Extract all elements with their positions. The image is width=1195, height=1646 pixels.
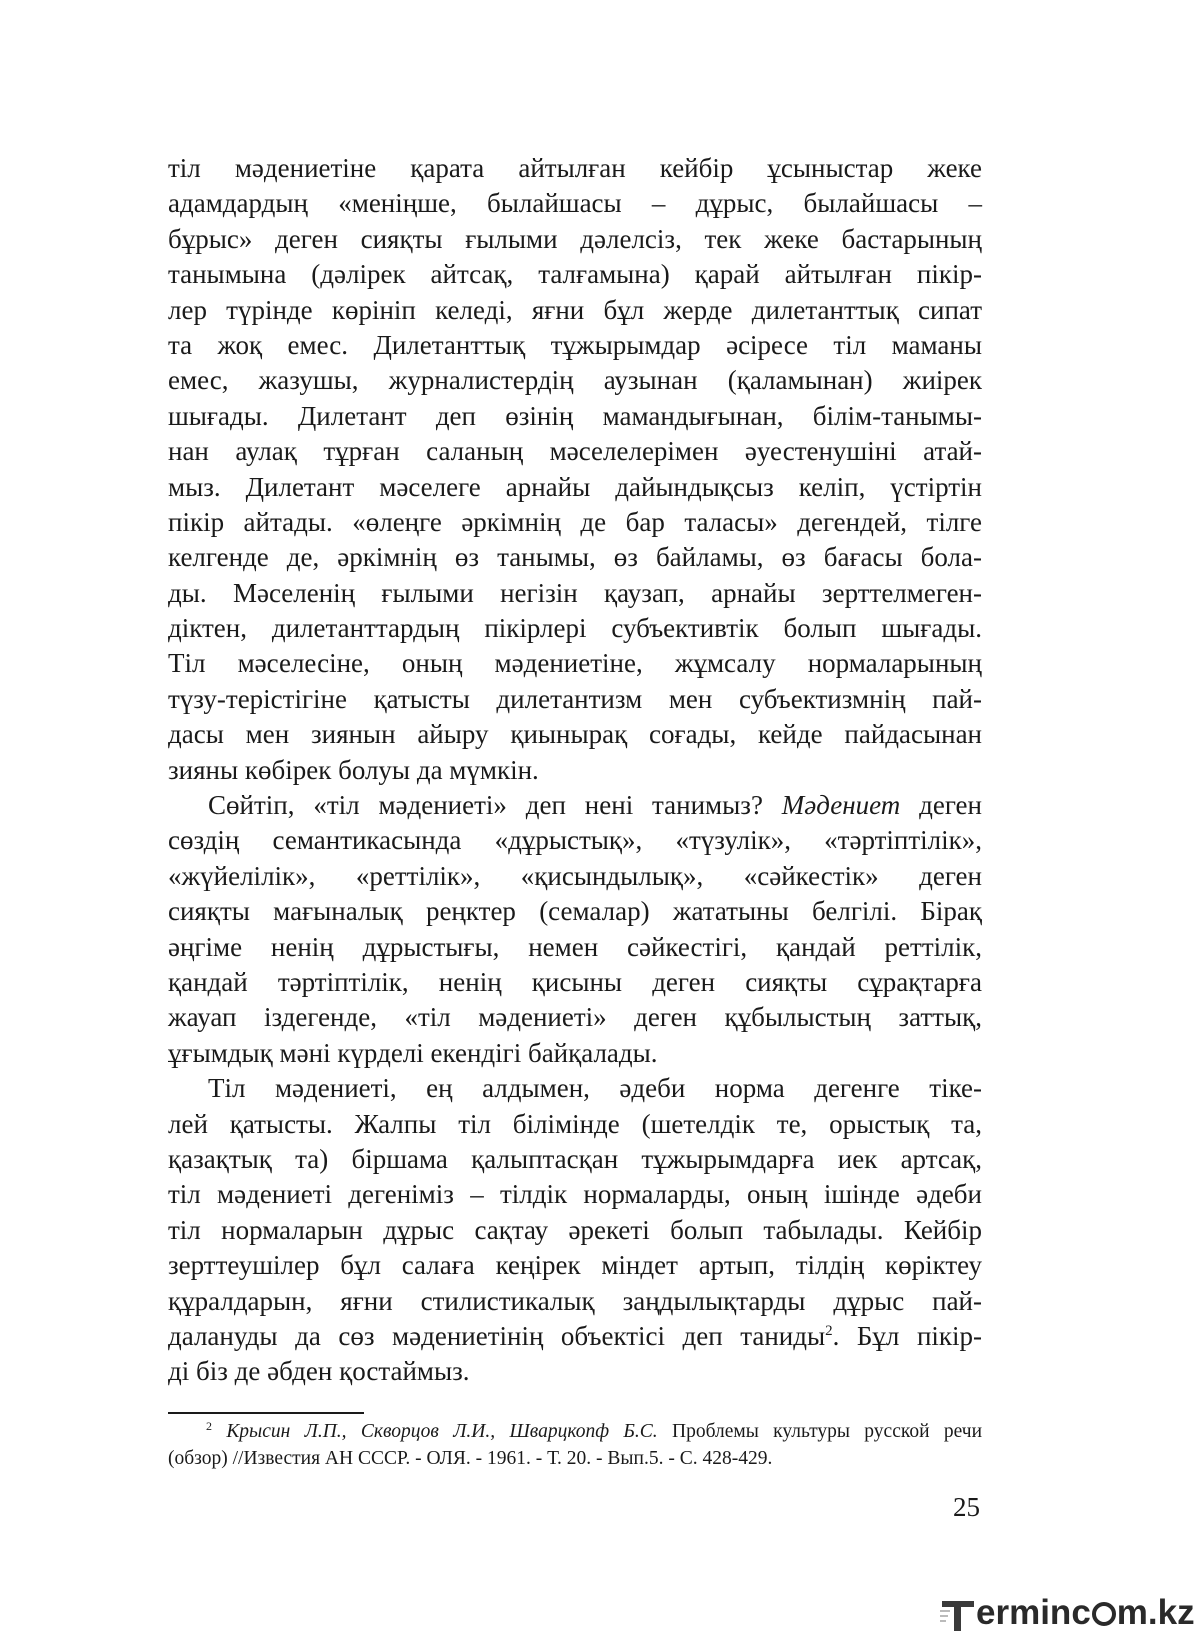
footnote-title: Проблемы культуры русской речи xyxy=(657,1421,983,1442)
text-line xyxy=(168,788,982,823)
termincom-logo xyxy=(940,1590,1195,1635)
text-line: бұрыс» деген сияқты ғылыми дәлелсіз, тек жеке бастарының xyxy=(168,223,982,254)
text-line: дасы мен зиянын айыру қиынырақ соғады, кейде пайдасынан xyxy=(168,719,982,750)
text-line: құралдарын, яғни стилистикалық заңдылықтарды дұрыс пай- xyxy=(168,1285,982,1316)
text-line: мыз. Дилетант мәселеге арнайы дайындықсыз келіп, үстіртін xyxy=(168,471,982,502)
text-line: пікір айтады. «өлеңге әркімнің де бар таласы» дегендей, тілге xyxy=(168,506,982,537)
text-run: деген xyxy=(900,790,982,821)
text-line: ды. Мәселенің ғылыми негізін қаузап, арнайы зерттелмеген- xyxy=(168,577,982,608)
italic-term: Мәдениет xyxy=(781,790,901,821)
text-line: лей қатысты. Жалпы тіл білімінде (шетелдік те, орыстық та, xyxy=(168,1108,982,1139)
text-line: Тіл мәселесіне, оның мәдениетіне, жұмсалу нормаларының xyxy=(168,648,982,679)
text-line: тіл мәдениетіне қарата айтылған кейбір ұсыныстар жеке xyxy=(168,153,982,183)
text-line: жауап іздегенде, «тіл мәдениеті» деген құбылыстың заттық, xyxy=(168,1002,982,1033)
text-line: әңгіме ненің дұрыстығы, немен сәйкестігі, қандай реттілік, xyxy=(168,931,982,962)
text-line: нан аулақ тұрған саланың мәселелерімен әуестенушіні атай- xyxy=(168,436,982,467)
text-line: қазақтық та) біршама қалыптасқан тұжырымдарға иек артсақ, xyxy=(168,1143,982,1174)
text-line: қандай тәртіптілік, ненің қисыны деген сияқты сұрақтарға xyxy=(168,966,982,997)
text-line: адамдардың «меніңше, былайшасы – дұрыс, былайшасы – xyxy=(168,188,982,219)
logo-text-prefix: ermin xyxy=(976,1593,1072,1632)
text-line: Тіл мәдениеті, ең алдымен, әдеби норма дегенге тіке- xyxy=(208,1073,982,1104)
footnote-divider xyxy=(168,1412,364,1414)
text-line xyxy=(168,1319,982,1354)
footnote-line xyxy=(168,1418,982,1445)
text-line: ұғымдық мәні күрделі екендігі байқалады. xyxy=(168,1037,658,1068)
text-run: Сөйтіп, «тіл мәдениеті» деп нені танимыз? xyxy=(208,790,782,821)
logo-text-middle: c xyxy=(1071,1593,1091,1632)
logo-text-suffix: m.kz xyxy=(1116,1593,1195,1632)
text-run: . Бұл пікір- xyxy=(832,1320,983,1351)
text-line: тіл мәдениеті дегеніміз – тілдік нормаларды, оның ішінде әдеби xyxy=(168,1179,982,1210)
text-line: «жүйелілік», «реттілік», «қисындылық», «сәйкестік» деген xyxy=(168,860,982,891)
text-line: сияқты мағыналық реңктер (семалар) жататыны белгілі. Бірақ xyxy=(168,896,982,927)
text-line: зияны көбірек болуы да мүмкін. xyxy=(168,754,539,785)
text-line: сөздің семантикасында «дұрыстық», «түзулік», «тәртіптілік», xyxy=(168,825,982,856)
page-number: 25 xyxy=(953,1492,980,1522)
footnote xyxy=(168,1418,982,1472)
text-line: түзу-терістігіне қатысты дилетантизм мен субъектизмнің пай- xyxy=(168,683,982,714)
text-line: ді біз де әбден қостаймыз. xyxy=(168,1356,470,1387)
text-line: та жоқ емес. Дилетанттық тұжырымдар әсіресе тіл маманы xyxy=(168,329,982,360)
footnote-mark: 2 xyxy=(206,1419,212,1433)
logo-t-icon xyxy=(940,1595,976,1635)
text-line: зерттеушілер бұл салаға кеңірек міндет артып, тілдің көріктеу xyxy=(168,1250,982,1281)
paragraph-2 xyxy=(168,788,982,1071)
text-line: емес, жазушы, журналистердің аузынан (қаламынан) жиірек xyxy=(168,365,982,396)
paragraph-1 xyxy=(168,151,982,788)
logo-o-icon xyxy=(1092,1602,1116,1626)
text-line: лер түрінде көрініп келеді, яғни бұл жерде дилетанттық сипат xyxy=(168,294,982,325)
footnote-reference[interactable]: 2 xyxy=(825,1322,833,1339)
text-line: келгенде де, әркімнің өз танымы, өз байламы, өз бағасы бола- xyxy=(168,542,982,573)
text-line: діктен, дилетанттардың пікірлері субъективтік болып шығады. xyxy=(168,613,982,644)
text-line: шығады. Дилетант деп өзінің мамандығынан, білім-танымы- xyxy=(168,400,982,431)
footnote-authors: Крысин Л.П., Скворцов Л.И., Шварцкопф Б.С. xyxy=(226,1421,658,1442)
text-line: танымына (дәлірек айтсақ, талғамына) қарай айтылған пікір- xyxy=(168,259,982,290)
text-run: далануды да сөз мәдениетінің объектісі деп таниды xyxy=(168,1320,826,1351)
body-text xyxy=(168,151,982,1390)
paragraph-3 xyxy=(168,1071,982,1390)
footnote-line: (обзор) //Известия АН СССР. - ОЛЯ. - 1961. - Т. 20. - Вып.5. - С. 428-429. xyxy=(168,1448,773,1469)
text-line: тіл нормаларын дұрыс сақтау әрекеті болып табылады. Кейбір xyxy=(168,1214,982,1245)
